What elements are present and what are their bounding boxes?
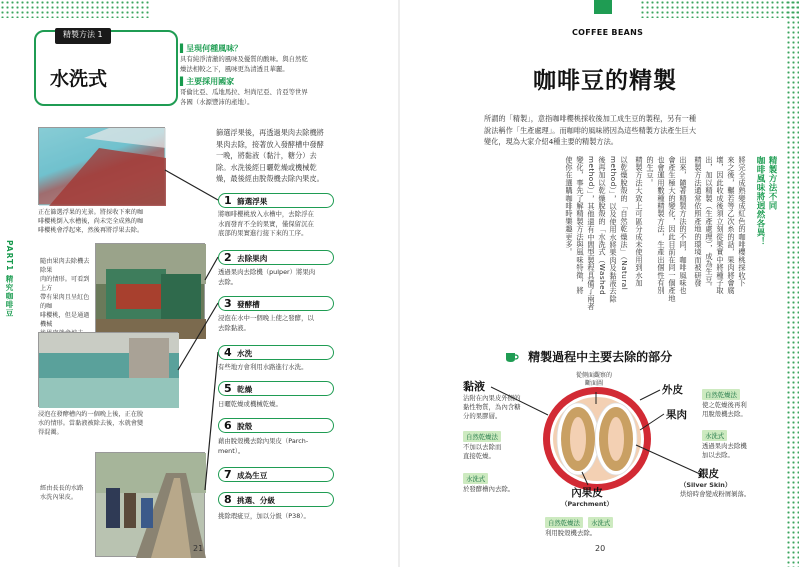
vertical-text-column: 變化，事先了解精製方法與風味特徵，將 [576,156,585,295]
mucilage-method2-badge: 水洗式 [463,473,488,484]
mucilage-method1-badge: 自然乾燥法 [463,431,501,442]
caption-line: 隨由果肉去除機去除果 [40,258,90,274]
step-title: 乾燥 [237,385,253,394]
step-desc-line: 挑除瑕疵豆，加以分級（P38）。 [218,512,310,520]
step-title: 篩選浮果 [237,197,268,206]
vertical-text-column: method）」，以及使用水將果肉及黏液去除 [609,156,618,303]
parchment-sub: （Parchment） [561,500,613,508]
caption-line: 帶有果肉且呈紅色的咖 [40,294,90,310]
step-desc-line: 有些地方會利用水路進行水洗。 [218,363,308,371]
step-number: 8 [224,493,232,506]
mucilage-desc-line: 沾附在內果皮外側的 [463,394,521,402]
caption-line: 啡櫻桃會浮起來，然後再將浮果去除。 [38,227,144,234]
silver-skin-sub: （Silver Skin） [680,481,732,489]
step-desc-line: 浸泡在水中一個晚上使之發酵，以 [218,314,314,322]
vertical-heading-1: 精製方法不同 [767,156,777,210]
vertical-text-column: 出來，隨著精製方法的不同，咖啡風味也 [679,156,688,295]
vertical-text-column: 將完全成熟變成紅色的咖啡櫻桃採收下 [738,156,747,287]
country-text-1: 哥倫比亞、瓜地馬拉、坦尚尼亞、肯亞等世界 [180,88,308,96]
pulp-label: 果肉 [666,409,687,421]
step-desc-line: 去除。 [218,277,238,286]
mucilage-method2-line: 於發酵槽內去除。 [463,485,515,493]
step-number: 2 [224,251,232,264]
side-part-label: PART1 精究咖啡豆 [5,240,14,318]
vertical-text-column: 壞，因此收成後須立刻從果實中將種子取 [716,156,725,295]
step-desc-line: 日曬乾燥或機械乾燥。 [218,400,282,408]
left-intro-line: 果肉去除，接著放入發酵槽中發酵 [216,139,324,149]
silver-skin-title: 銀皮 [698,468,719,480]
left-intro-line: 除。水洗後經日曬乾燥或機械乾 [216,162,317,172]
vertical-text-column: 的生豆。 [646,156,655,187]
outer-skin-label: 外皮 [662,384,683,396]
vertical-text-column: 使你在選購咖啡時樂趣更多。 [565,156,574,257]
mucilage-method1-line: 不加以去除而 [463,443,502,451]
left-intro-line: 一晚，將黏液（黏汁，糖分）去 [216,151,317,160]
flavor-heading: ▌呈現何種風味？ [180,44,243,53]
caption-line: 啡櫻桃倒入水槽後，尚未完全成熟的咖 [38,218,144,225]
vertical-text-column: 精製方法通常依照產地的環境而被研發 [694,156,703,287]
parchment-title: 內果皮 [571,487,603,499]
vertical-text-column: 精製方法大致上可區分成未使用到水加 [635,156,644,287]
step-number: 4 [224,346,232,359]
section-title: 精製過程中主要去除的部分 [528,350,673,364]
vertical-heading-2: 咖啡風味將迥然各異！ [755,156,765,246]
flavor-text-1: 具有純淨清澈的風味及優質的酸味。與自然乾 [180,55,308,63]
caption-line: 浸泡在發酵槽內約一個晚上後，正在脫 [38,411,144,418]
caption-line: 啡櫻桃，但是通過機械 [40,312,90,328]
step-desc-line: 水面發育不全的果實，僅保留沉在 [218,219,314,228]
left-intro-line: 燥，最後經由脫殼機去除內果皮。 [216,174,324,183]
country-text-2: 各國（水源豐沛的產地）。 [180,98,254,106]
step-desc-line: 底部的果實進行接下來的工序。 [218,229,308,237]
flavor-text-2: 燥法相較之下，風味更為清透且華麗。 [180,65,289,73]
skin-method1-line: 使之乾燥後再利 [702,401,747,409]
mucilage-desc-line: 分的果膠層。 [463,412,502,420]
caption-line: 經由長長的水路 [40,485,84,492]
step-desc-line: 透過果肉去除機（pulper）將果肉 [218,268,316,276]
vertical-text-column: method）」，其他還有中間型製程具備了兩者 [587,156,596,311]
step-number: 5 [224,382,232,395]
vertical-text-column: 出，加以精製（生產處理），成為生豆。 [705,156,714,291]
right-intro-line: 變化，現為大家介紹4種主要的精製方法。 [484,137,618,146]
caption-line: 水洗內果皮。 [40,494,78,501]
step-title: 成為生豆 [237,471,268,480]
step-desc-line: 藉由脫殼機去除內果皮（Parch- [218,437,309,445]
step-desc-line: ment）。 [218,446,245,455]
vertical-text-column: 後再加以乾燥脫殼的「水洗式（Washed [598,156,607,296]
right-intro-line: 所謂的「精製」，意指咖啡櫻桃採收後加工成生豆的製程，另有一種 [484,114,697,123]
vertical-text-column: 以乾燥脫殼的「自然乾燥法」（Natural [620,156,629,291]
skin-method1-badge: 自然乾燥法 [702,389,740,400]
step-title: 去除果肉 [237,254,268,263]
country-heading: ▌主要採用國家 [180,77,235,86]
skin-method2-line: 加以去除。 [702,451,734,459]
step-number: 7 [224,468,232,481]
step-number: 6 [224,419,232,432]
caption-line: 水的情形。當黏液被除去後，水就會變 [38,420,144,427]
silver-skin-desc: 烘焙時會變成粉屑剝落。 [680,490,751,498]
vertical-text-column: 會產生極大的變化，因此目前在同一個產地 [668,156,677,303]
vertical-text-column: 來之後，輾若等乙次糸的話，果肉將會腐 [727,156,736,295]
page-number-left: 21 [193,544,204,553]
step-number: 3 [224,297,232,310]
skin-method2-badge: 水洗式 [702,430,727,441]
method-title: 水洗式 [50,68,108,90]
mucilage-method1-line: 直接乾燥。 [463,452,495,460]
skin-method2-line: 透過果肉去除機 [702,442,747,450]
mucilage-desc-line: 黏性物質，為內含糖 [463,403,521,411]
mucilage-title: 黏液 [463,380,485,393]
left-intro-line: 篩選浮果後，再透過果肉去除機將 [216,128,324,137]
parchment-desc: 利用脫殼機去除。 [545,529,597,537]
cross-section-label-line: 從側面觀察的 [576,372,613,379]
running-head: COFFEE BEANS [572,28,644,37]
method-tag: 精製方法 1 [55,28,111,44]
caption-line: 肉的情形。可看到上方 [40,276,90,292]
step-title: 挑選、分級 [237,496,275,505]
step-desc-line: 去除黏液。 [218,323,250,332]
cross-section-label-line: 斷面圖 [585,380,604,387]
step-title: 水洗 [237,349,253,358]
vertical-text-column: 也會運用數種精製方法，生產出個性有別 [657,156,666,295]
step-number: 1 [224,194,232,207]
parchment-method1-badge: 自然乾燥法 [545,517,583,528]
step-title: 發酵槽 [237,300,260,309]
step-desc-line: 將咖啡櫻桃放入水槽中，去除浮在 [218,210,314,218]
parchment-method2-badge: 水洗式 [588,517,613,528]
caption-line: 得混濁。 [38,429,63,436]
step-title: 脫殼 [237,422,253,431]
caption-line: 正在篩選浮果的光景。將採收下來的咖 [38,209,144,216]
right-title: 咖啡豆的精製 [533,68,677,94]
right-intro-line: 說法稱作「生產處理」。而咖啡的風味將因為這些精製方法產生巨大 [484,125,697,135]
skin-method1-line: 用脫殼機去除。 [702,410,747,418]
page-number-right: 20 [595,544,606,553]
